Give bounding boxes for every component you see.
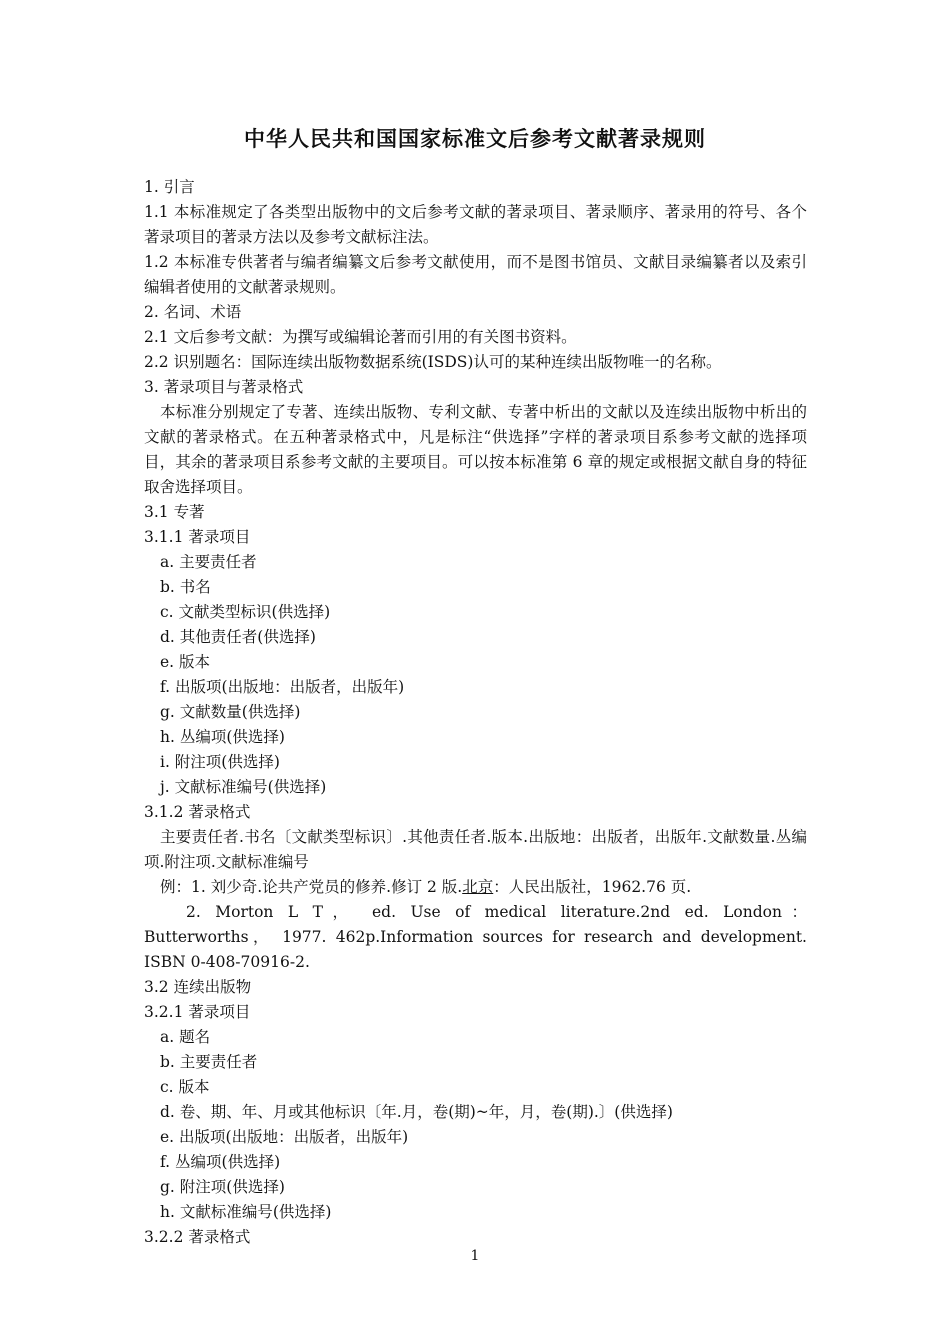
example-1-place: 北京 [462,878,494,896]
list-item: h. 丛编项(供选择) [160,728,285,746]
list-3-2-1 [144,1025,807,1225]
list-item: d. 卷、期、年、月或其他标识〔年.月，卷(期)~年，月，卷(期).〕(供选择) [160,1103,673,1121]
list-item: g. 文献数量(供选择) [160,703,301,721]
paragraph-1-1: 1.1 本标准规定了各类型出版物中的文后参考文献的著录项目、著录顺序、著录用的符号、各个著录项目的著录方法以及参考文献标注法。 [144,203,807,246]
paragraph-1-2: 1.2 本标准专供著者与编者编纂文后参考文献使用，而不是图书馆员、文献目录编纂者以及索引编辑者使用的文献著录规则。 [144,253,807,296]
document-body [144,175,812,1250]
example-1 [144,875,807,900]
heading-3: 3. 著录项目与著录格式 [144,378,304,396]
list-item: a. 主要责任者 [160,553,257,571]
list-item: i. 附注项(供选择) [160,753,280,771]
list-3-1-1 [144,550,807,800]
heading-3-2: 3.2 连续出版物 [144,978,252,996]
list-item: f. 出版项(出版地：出版者，出版年) [160,678,405,696]
format-3-1-2: 主要责任者.书名〔文献类型标识〕.其他责任者.版本.出版地：出版者，出版年.文献数量.丛编项.附注项.文献标准编号 [144,828,807,871]
paragraph-3-intro: 本标准分别规定了专著、连续出版物、专利文献、专著中析出的文献以及连续出版物中析出的文献的著录格式。在五种著录格式中，凡是标注“供选择”字样的著录项目系参考文献的选择项目，其余的著录项目系参考文献的主要项目。可以按本标准第 6 章的规定或根据文献自身的特征取舍选择项目。 [144,403,807,496]
page-title: 中华人民共和国国家标准文后参考文献著录规则 [244,126,706,151]
list-item: b. 主要责任者 [160,1053,258,1071]
list-item: d. 其他责任者(供选择) [160,628,316,646]
heading-3-1: 3.1 专著 [144,503,205,521]
heading-3-1-1: 3.1.1 著录项目 [144,528,251,546]
list-item: c. 版本 [160,1078,210,1096]
list-item: f. 丛编项(供选择) [160,1153,281,1171]
heading-3-2-2: 3.2.2 著录格式 [144,1228,251,1246]
list-item: e. 出版项(出版地：出版者，出版年) [160,1128,409,1146]
heading-3-1-2: 3.1.2 著录格式 [144,803,251,821]
paragraph-2-2: 2.2 识别题名：国际连续出版物数据系统(ISDS)认可的某种连续出版物唯一的名称。 [144,353,722,371]
list-item: b. 书名 [160,578,211,596]
example-1-suffix: ：人民出版社，1962.76 页. [493,878,692,896]
heading-1: 1. 引言 [144,178,195,196]
example-2: 2. Morton L T， ed. Use of medical literature.2nd ed. London： Butterworths， 1977. 462p.Information sources for research and development. ISBN 0-408-70916-2. [144,903,812,971]
list-item: a. 题名 [160,1028,211,1046]
page-number: 1 [470,1248,480,1264]
list-item: c. 文献类型标识(供选择) [160,603,331,621]
example-1-prefix: 例：1. 刘少奇.论共产党员的修养.修订 2 版. [160,878,463,896]
list-item: g. 附注项(供选择) [160,1178,285,1196]
paragraph-2-1: 2.1 文后参考文献：为撰写或编辑论著而引用的有关图书资料。 [144,328,577,346]
heading-2: 2. 名词、术语 [144,303,242,321]
list-item: h. 文献标准编号(供选择) [160,1203,332,1221]
list-item: e. 版本 [160,653,211,671]
list-item: j. 文献标准编号(供选择) [160,778,327,796]
heading-3-2-1: 3.2.1 著录项目 [144,1003,251,1021]
